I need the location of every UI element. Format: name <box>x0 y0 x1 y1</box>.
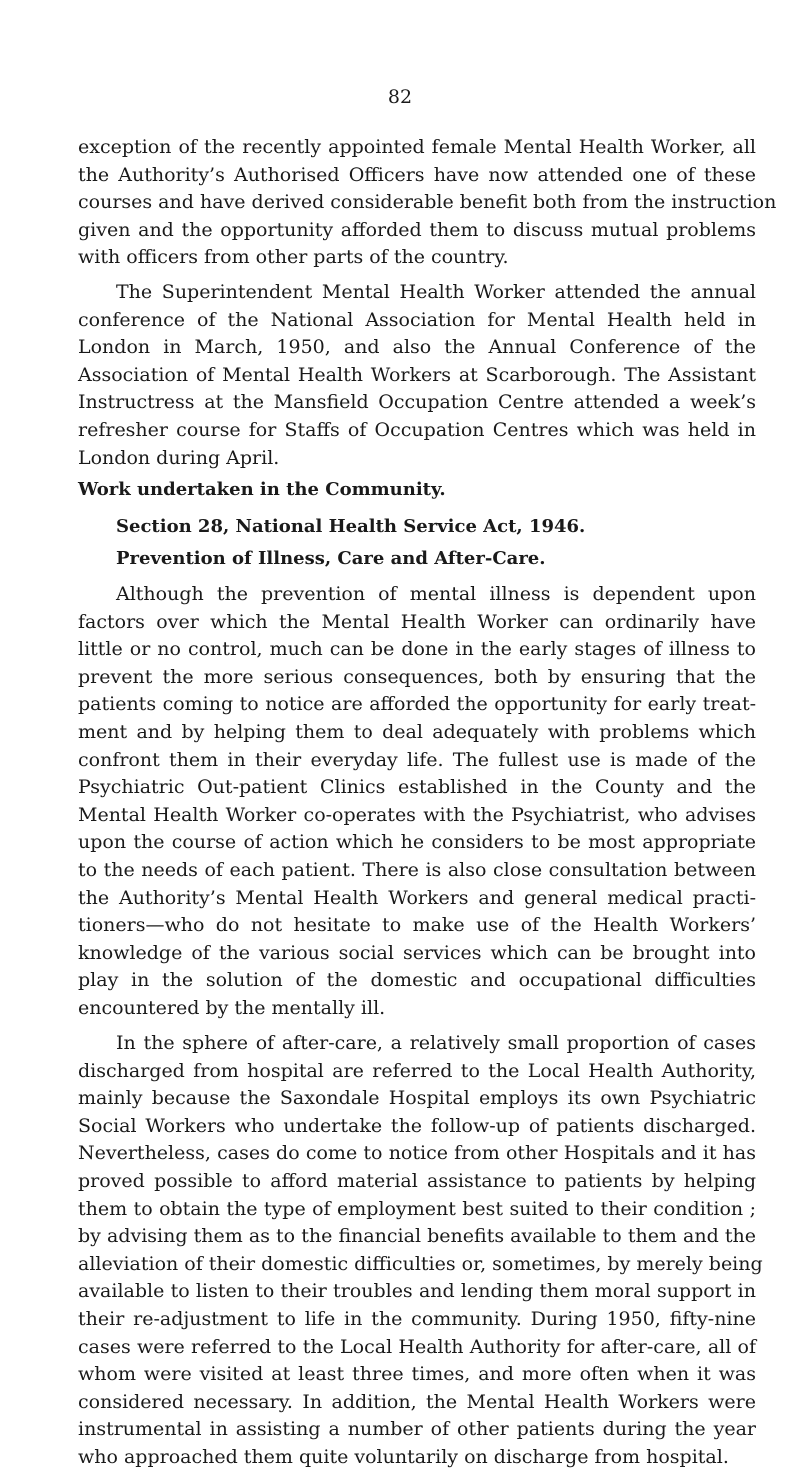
text-line: tioners—who do not hesitate to make use of the Health Workers’ <box>78 914 756 937</box>
paragraph-conference <box>78 279 756 472</box>
text-line: with officers from other parts of the country. <box>78 246 509 269</box>
text-line: conference of the National Association for Mental Health held in <box>78 308 756 331</box>
text-line: given and the opportunity afforded them to discuss mutual problems <box>78 218 756 241</box>
page-number: 82 <box>387 86 413 108</box>
text-line: Nevertheless, cases do come to notice from other Hospitals and it has <box>78 1142 756 1165</box>
paragraph-after-care <box>78 1030 763 1472</box>
paragraph-prevention <box>78 581 756 1023</box>
text-line: ment and by helping them to deal adequately with problems which <box>78 720 756 743</box>
heading-prevention: Prevention of Illness, Care and After-Care. <box>116 548 546 569</box>
text-line: patients coming to notice are afforded the opportunity for early treat- <box>78 693 756 716</box>
text-line: Although the prevention of mental illness is dependent upon <box>116 583 756 605</box>
text-line: upon the course of action which he considers to be most appropriate <box>78 831 756 854</box>
text-line: exception of the recently appointed female Mental Health Worker, all <box>78 136 756 158</box>
text-line: In the sphere of after-care, a relatively small proportion of cases <box>116 1032 756 1054</box>
text-line: their re-adjustment to life in the community. During 1950, fifty-nine <box>78 1307 756 1330</box>
text-line: the Authority’s Mental Health Workers and general medical practi- <box>78 886 756 909</box>
text-line: factors over which the Mental Health Worker can ordinarily have <box>78 610 756 633</box>
text-line: discharged from hospital are referred to the Local Health Authority, <box>78 1059 756 1082</box>
text-line: courses and have derived considerable benefit both from the instruction <box>78 191 777 214</box>
text-line: cases were referred to the Local Health Authority for after-care, all of <box>78 1335 756 1358</box>
heading-work-undertaken: Work undertaken in the Community. <box>78 479 446 500</box>
text-line: whom were visited at least three times, and more often when it was <box>78 1363 756 1386</box>
text-line: the Authority’s Authorised Officers have now attended one of these <box>78 163 756 186</box>
text-line: by advising them as to the financial benefits available to them and the <box>78 1225 756 1248</box>
text-line: who approached them quite voluntarily on discharge from hospital. <box>78 1445 729 1468</box>
text-line: encountered by the mentally ill. <box>78 996 386 1019</box>
text-line: Mental Health Worker co-operates with the Psychiatrist, who advises <box>78 803 756 826</box>
text-line: prevent the more serious consequences, both by ensuring that the <box>78 665 756 688</box>
text-line: little or no control, much can be done in the early stages of illness to <box>78 638 756 661</box>
paragraph-officers-courses <box>78 134 777 272</box>
text-line: London during April. <box>78 446 280 469</box>
text-line: play in the solution of the domestic and occupational difficulties <box>78 969 756 992</box>
text-line: Association of Mental Health Workers at Scarborough. The Assistant <box>78 363 756 386</box>
text-line: them to obtain the type of employment best suited to their condition ; <box>78 1197 756 1220</box>
text-line: proved possible to afford material assistance to patients by helping <box>78 1169 756 1192</box>
heading-section-28: Section 28, National Health Service Act, 1946. <box>116 516 586 537</box>
text-line: instrumental in assisting a number of other patients during the year <box>78 1418 756 1441</box>
text-line: London in March, 1950, and also the Annual Conference of the <box>78 336 756 359</box>
text-line: refresher course for Staffs of Occupation Centres which was held in <box>78 418 756 441</box>
text-line: knowledge of the various social services which can be brought into <box>78 941 756 964</box>
text-line: alleviation of their domestic difficulties or, sometimes, by merely being <box>78 1252 763 1275</box>
text-line: confront them in their everyday life. The fullest use is made of the <box>78 748 756 771</box>
text-line: The Superintendent Mental Health Worker attended the annual <box>116 281 756 303</box>
text-line: Social Workers who undertake the follow-up of patients discharged. <box>78 1114 756 1137</box>
text-line: Psychiatric Out-patient Clinics established in the County and the <box>78 776 756 799</box>
text-line: Instructress at the Mansfield Occupation Centre attended a week’s <box>78 391 756 414</box>
text-line: mainly because the Saxondale Hospital employs its own Psychiatric <box>78 1087 756 1110</box>
text-line: to the needs of each patient. There is also close consultation between <box>78 858 756 881</box>
text-line: available to listen to their troubles and lending them moral support in <box>78 1280 756 1303</box>
text-line: considered necessary. In addition, the Mental Health Workers were <box>78 1390 756 1413</box>
